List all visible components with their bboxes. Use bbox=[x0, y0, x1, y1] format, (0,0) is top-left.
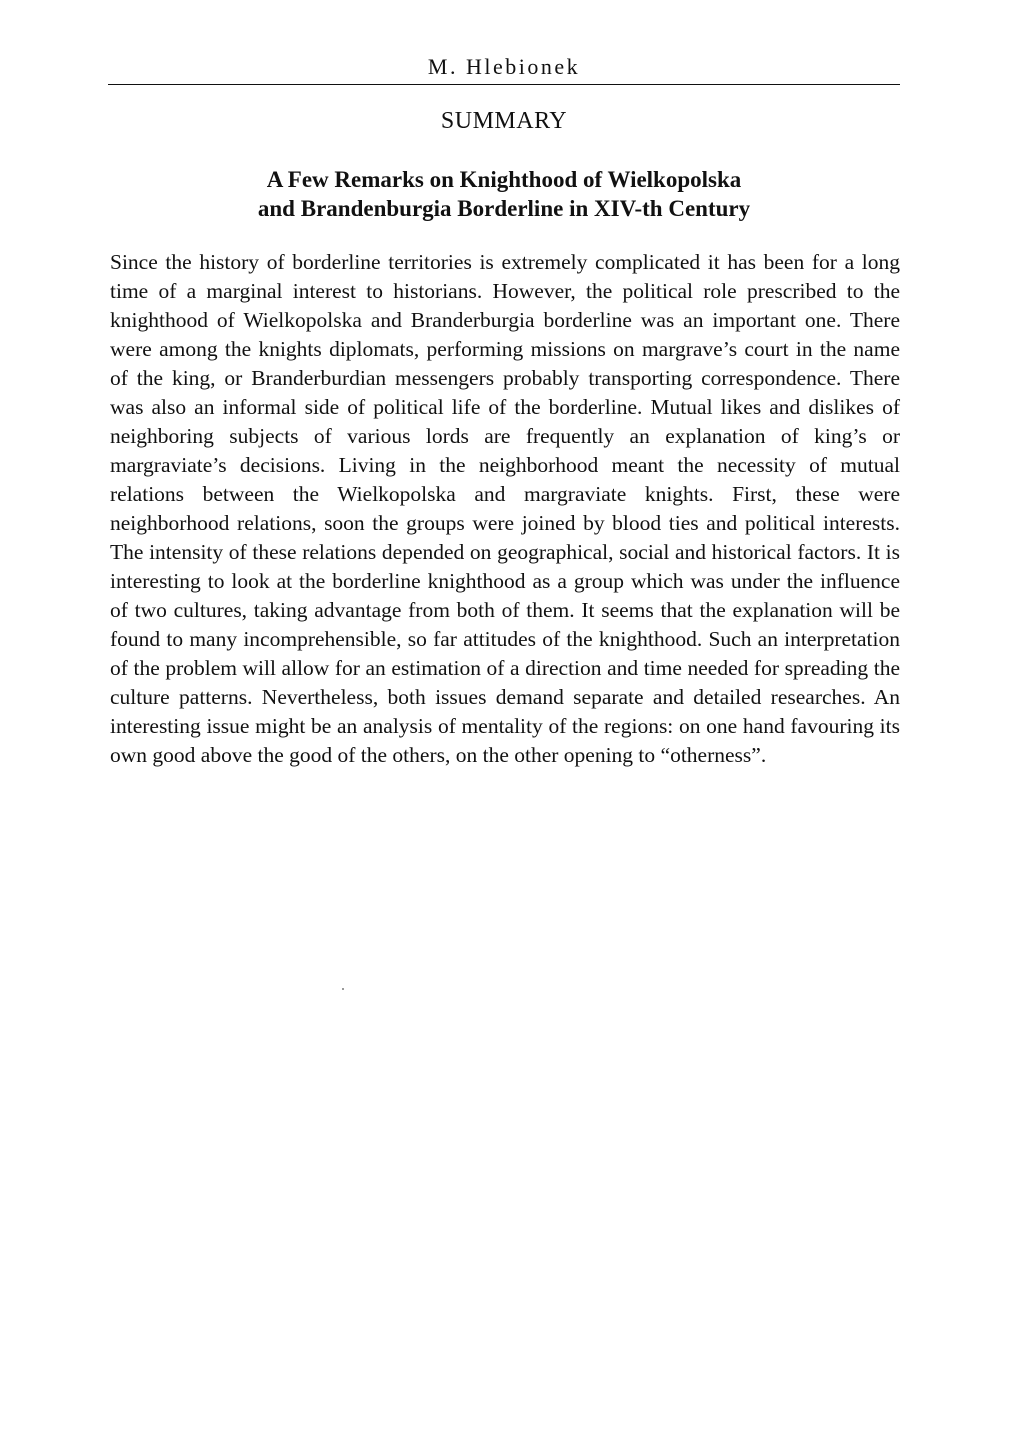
header-rule bbox=[108, 84, 900, 85]
scan-speck bbox=[342, 988, 344, 990]
paper-title-line-1: A Few Remarks on Knighthood of Wielkopolska bbox=[266, 167, 742, 192]
paper-title bbox=[108, 165, 900, 223]
section-title: SUMMARY bbox=[440, 108, 568, 134]
summary-body: Since the history of borderline territories is extremely complicated it has been for a long time of a marginal interest to historians. However, the political role prescribed to the knighthood of Wielkopolska and Branderburgia borderline was an important one. There were among the knights diplomats, performing missions on margrave’s court in the name of the king, or Branderburdian messengers probably transporting correspondence. There was also an informal side of political life of the borderline. Mutual likes and dislikes of neighboring subjects of various lords are frequently an explanation of king’s or margraviate’s decisions. Living in the neighborhood meant the necessity of mutual relations between the Wielkopolska and margraviate knights. First, these were neighborhood relations, soon the groups were joined by blood ties and political interests. The intensity of these relations depended on geographical, social and historical factors. It is interesting to look at the borderline knighthood as a group which was under the influence of two cultures, taking advantage from both of them. It seems that the explanation will be found to many incomprehensible, so far attitudes of the knighthood. Such an interpretation of the problem will allow for an estimation of a direction and time needed for spreading the culture patterns. Nevertheless, both issues demand separate and detailed researches. An interesting issue might be an analysis of mentality of the regions: on one hand favouring its own good above the good of the others, on the other opening to “otherness”. bbox=[110, 250, 900, 767]
paper-title-line-2: and Brandenburgia Borderline in XIV-th Century bbox=[257, 196, 751, 221]
running-head: M. Hlebionek bbox=[427, 54, 581, 79]
